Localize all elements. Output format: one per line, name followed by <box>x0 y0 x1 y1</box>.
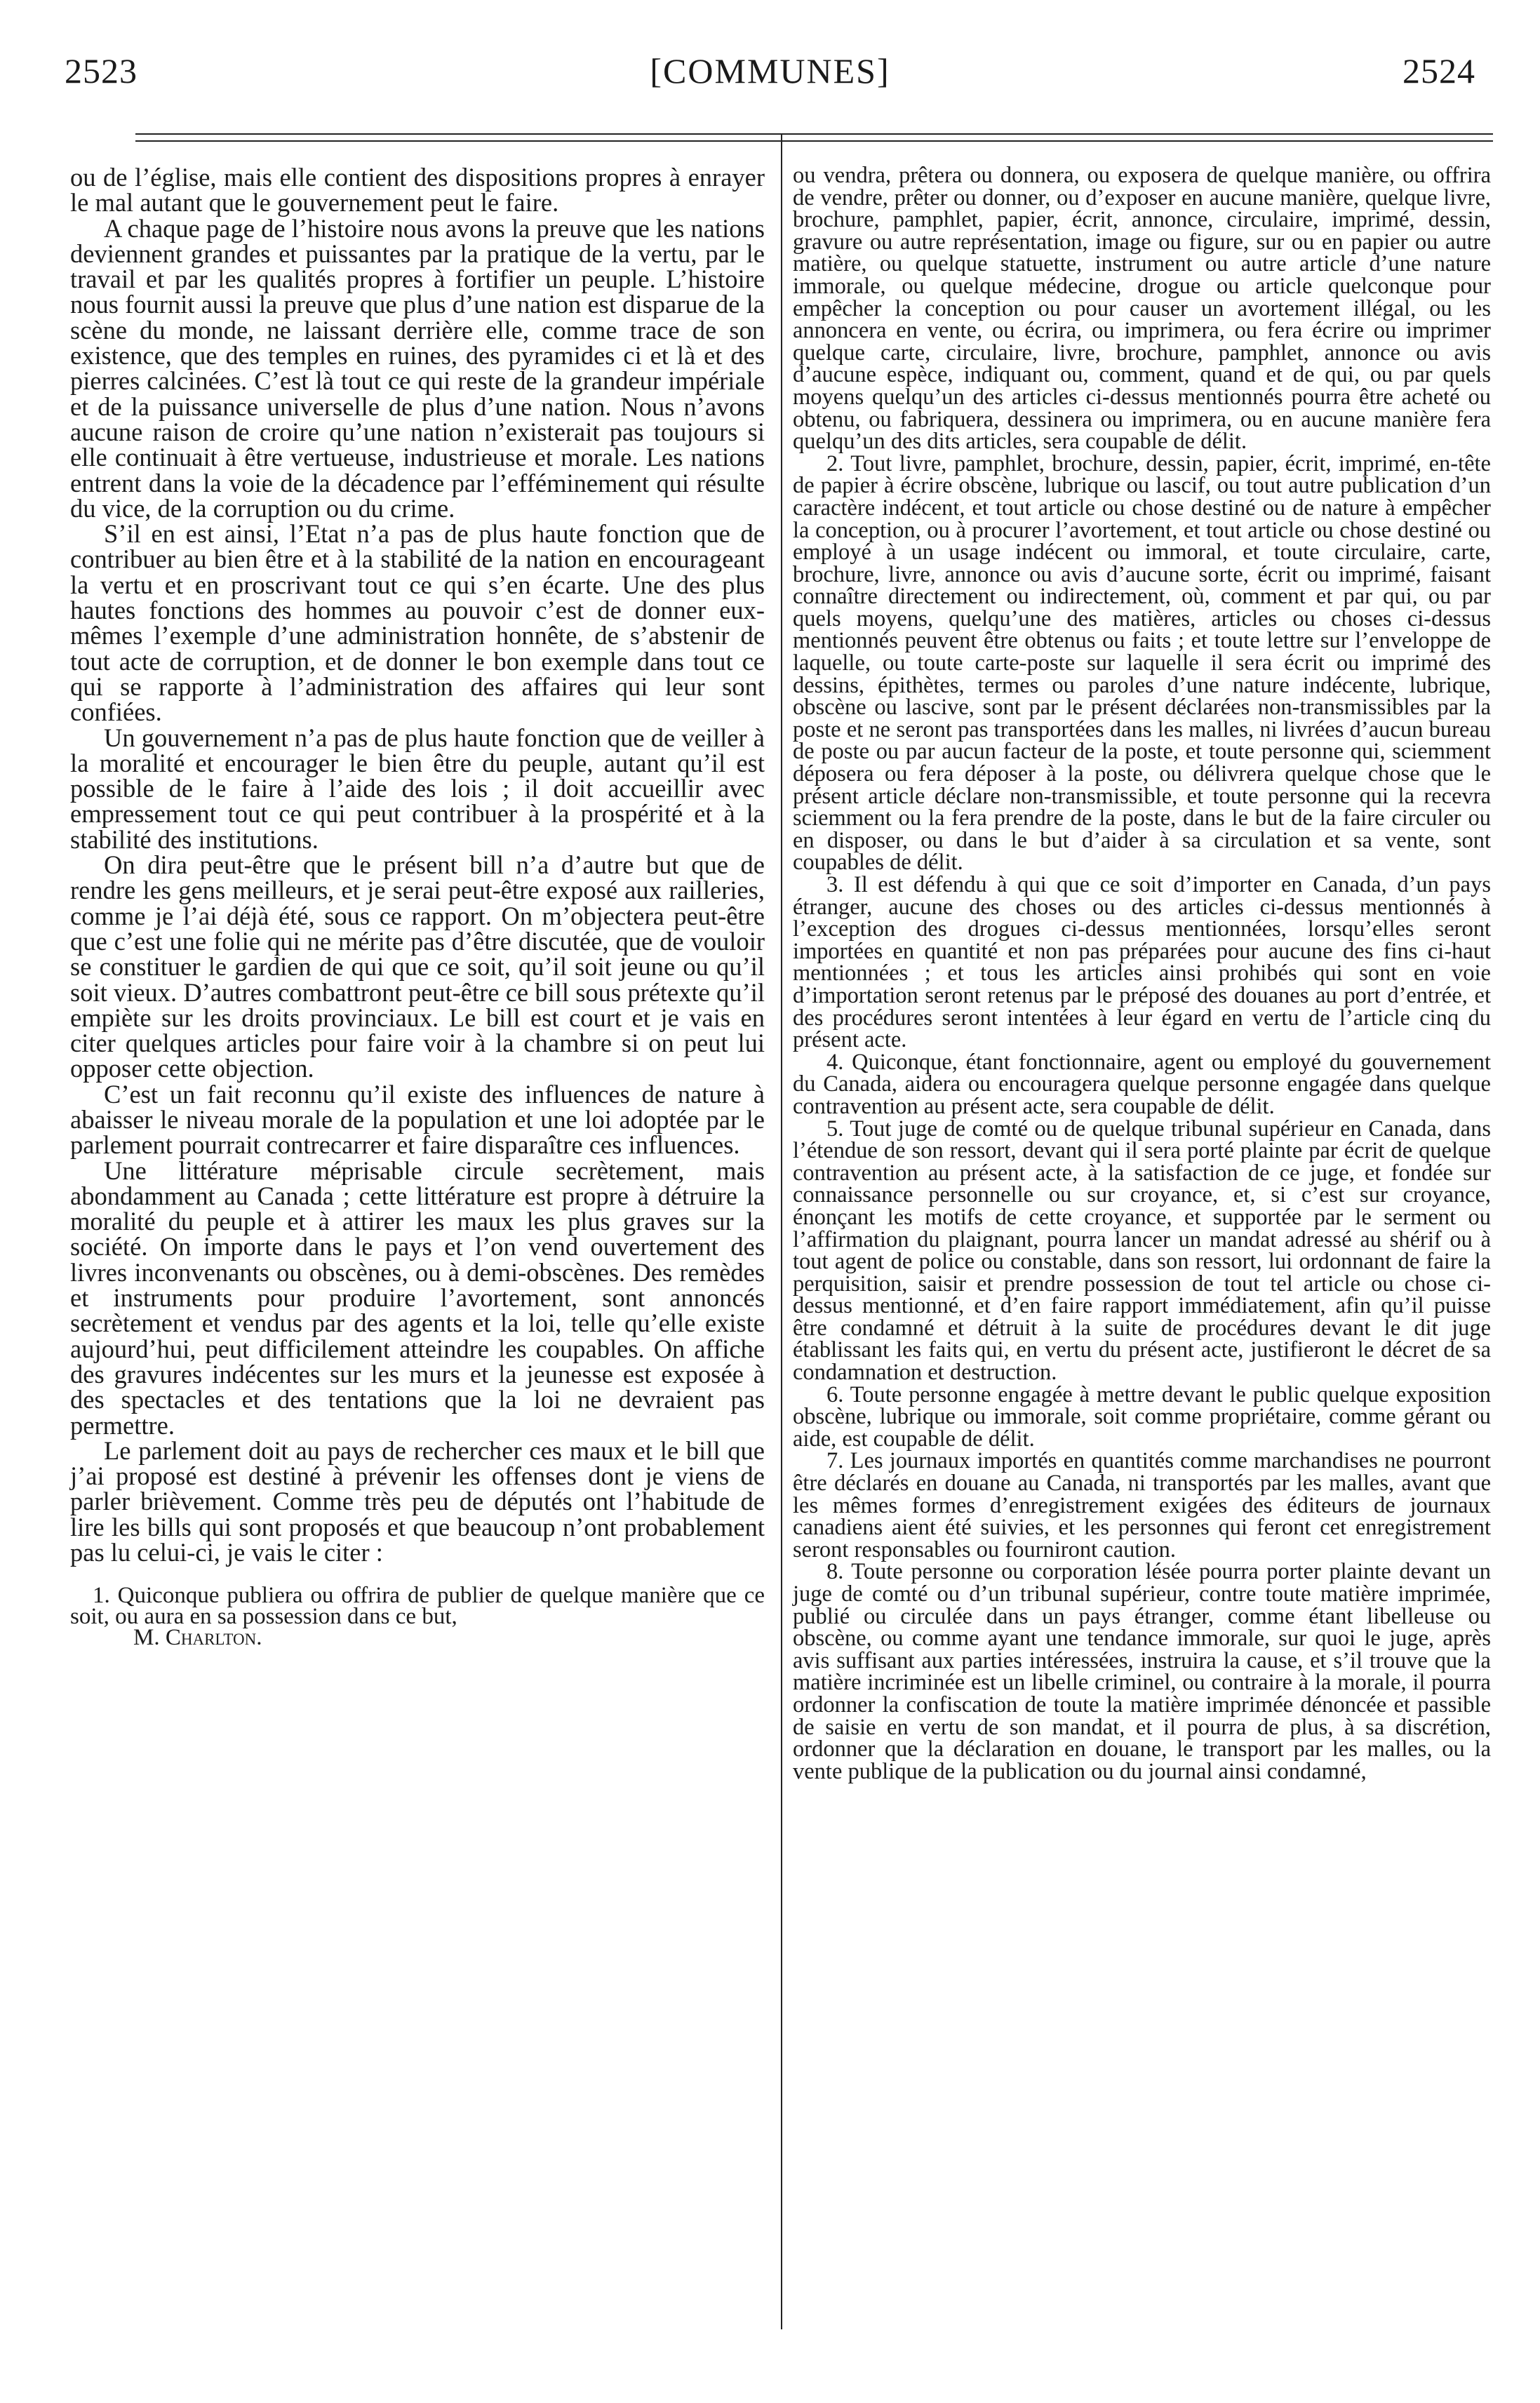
paragraph: Un gouvernement n’a pas de plus haute fonction que de veiller à la moralité et encourager le bien être du peuple, autant qu’il est possible de le faire à l’aide des lois ; il doit accueillir avec empressement tout ce qui peut contribuer à la prospérité et à la stabilité des institutions. <box>70 723 765 854</box>
header-rule-top <box>135 133 1493 135</box>
paragraph: ou de l’église, mais elle contient des dispositions propres à enrayer le mal autant que le gouvernement peut le faire. <box>70 163 765 217</box>
bill-article: 4. Quiconque, étant fonctionnaire, agent ou employé du gouvernement du Canada, aidera ou encouragera quelque personne engagée dans quelque contravention au présent acte, sera coupable de délit. <box>793 1049 1491 1119</box>
page-header <box>65 51 1475 107</box>
bill-article: 2. Tout livre, pamphlet, brochure, dessin, papier, écrit, imprimé, en-tête de papier à écrire obscène, lubrique ou lascif, ou tout autre publication d’un caractère indécent, et tout article ou chose destiné ou de nature à empêcher la conception, ou à procurer l’avortement, et tout article ou chose destiné ou employé à un usage indécent ou immoral, et toute circulaire, carte, brochure, livre, annonce ou avis d’aucune sorte, écrit ou imprimé, faisant connaître directement ou indirectement, où, comment et par qui, ou par quels moyens, quelqu’une des matières, articles ou choses ci-dessus mentionnés peuvent être obtenus ou faits ; et toute lettre sur l’enveloppe de laquelle, ou toute carte-poste sur laquelle il sera écrit ou imprimé des dessins, épithètes, termes ou paroles d’une nature indécente, lubrique, obscène ou lascive, sont par le présent déclarées non-transmissibles par la poste et ne seront pas transportées dans les malles, ni livrées d’aucun bureau de poste ou par aucun facteur de la poste, et toute personne qui, sciemment déposera ou fera déposer à la poste, ou délivrera quelque chose que le présent article déclare non-transmissible, et toute personne qui la recevra sciemment ou la fera prendre de la poste, dans le but de la faire circuler ou en disposer, ou dans le but d’aider à sa circulation et sa vente, sont coupables de délit. <box>793 450 1491 876</box>
paragraph: Une littérature méprisable circule secrètement, mais abondamment au Canada ; cette littérature est propre à détruire la moralité du peuple et à attirer les maux les plus graves sur la société. On importe dans le pays et l’on vend ouvertement des livres inconvenants ou obscènes, ou à demi-obscènes. Des remèdes et instruments pour produire l’avortement, sont annoncés secrètement et vendus par des agents et la loi, telle qu’elle existe aujourd’hui, peut difficilement atteindre les coupables. On affiche des gravures indécentes sur les murs et la jeunesse est exposée à des spectacles et des tentations que la loi ne devraient pas permettre. <box>70 1156 765 1440</box>
bill-article: ou vendra, prêtera ou donnera, ou exposera de quelque manière, ou offrira de vendre, prêter ou donner, ou d’exposer en aucune manière, quelque livre, brochure, pamphlet, papier, écrit, annonce, circulaire, imprimé, dessin, gravure ou autre représentation, image ou figure, sur ou en papier ou autre matière, ou quelque statuette, instrument ou autre article d’une nature immorale, ou quelque médecine, drogue ou article quelconque pour empêcher la conception ou pour causer un avortement illégal, ou les annoncera en vente, ou écrira, ou imprimera, ou fera écrire ou imprimer quelque carte, circulaire, livre, brochure, pamphlet, annonce ou avis d’aucune espèce, indiquant ou, comment, quand et de qui, ou par quels moyens quelqu’un des articles ci-dessus mentionnés pourra être acheté ou obtenu, ou fabriquera, dessinera ou imprimera, ou en aucune manière fera quelqu’un des dits articles, sera coupable de délit. <box>793 163 1491 455</box>
bill-article: 8. Toute personne ou corporation lésée pourra porter plainte devant un juge de comté ou d’un tribunal supérieur, contre toute matière imprimée, publié ou circulée dans un pays étranger, comme étant libelleuse ou obscène, ou comme ayant une tendance immorale, sur quoi le juge, après avis suffisant aux parties intéressées, instruira la cause, et s’il trouve que la matière incriminée est un libelle criminel, ou contraire à la morale, il pourra ordonner la confiscation de toute la matière imprimée dénoncée et passible de saisie en vertu de son mandat, et il pourra de plus, à sa discrétion, ordonner que la déclaration en douane, le transport par les malles, ou la vente publique de la publication ou du journal ainsi condamné, <box>793 1559 1491 1784</box>
right-column <box>793 165 1491 1783</box>
header-rule-bottom <box>135 140 1493 142</box>
paragraph: S’il en est ainsi, l’Etat n’a pas de plus haute fonction que de contribuer au bien être et à la stabilité de la nation en encourageant la vertu et en proscrivant tout ce qui s’en écarte. Une des plus hautes fonctions des hommes au pouvoir c’est de donner eux-mêmes l’exemple d’une administration honnête, de s’abstenir de tout acte de corruption, et de donner le bon exemple dans tout ce qui se rapporte à l’administration des affaires qui leur sont confiées. <box>70 519 765 727</box>
speaker-signature: M. Charlton. <box>133 1625 262 1651</box>
bill-article: 6. Toute personne engagée à mettre devant le public quelque exposition obscène, lubrique ou immorale, soit comme propriétaire, comme gérant ou aide, est coupable de délit. <box>793 1381 1491 1452</box>
bill-quote: 1. Quiconque publiera ou offrira de publier de quelque manière que ce soit, ou aura en sa possession dans ce but, <box>70 1583 765 1630</box>
paragraph: A chaque page de l’histoire nous avons la preuve que les nations deviennent grandes et puissantes par la pratique de la vertu, par le travail et par les qualités propres à fortifier un peuple. L’histoire nous fournit aussi la preuve que plus d’une nation est disparue de la scène du monde, ne laissant derrière elle, comme trace de son existence, que des temples en ruines, des pyramides ci et là et des pierres calcinées. C’est là tout ce qui reste de la grandeur impériale et de la puissance universelle de plus d’une nation. Nous n’avons aucune raison de croire qu’une nation n’existerait pas toujours si elle continuait à être vertueuse, industrieuse et morale. Les nations entrent dans la voie de la décadence par l’efféminement qui résulte du vice, de la corruption ou du crime. <box>70 213 765 523</box>
left-column <box>70 163 765 1651</box>
column-divider <box>781 133 782 2329</box>
bill-article: 7. Les journaux importés en quantités comme marchandises ne pourront être déclarés en douane au Canada, ni transportés par les malles, avant que les mêmes formes d’enregistrement exigées des éditeurs de journaux canadiens aient été suivies, et les personnes qui feront cet enregistrement seront responsables ou fourniront caution. <box>793 1448 1491 1562</box>
paragraph: C’est un fait reconnu qu’il existe des influences de nature à abaisser le niveau morale de la population et une loi adoptée par le parlement pourrait contrecarrer et faire disparaître ces influences. <box>70 1079 765 1160</box>
section-title: [COMMUNES] <box>650 51 890 91</box>
page-number-left: 2523 <box>65 51 138 91</box>
bill-article: 5. Tout juge de comté ou de quelque tribunal supérieur en Canada, dans l’étendue de son ressort, devant qui il sera porté plainte par écrit de quelque contravention au présent acte, à la satisfaction de ce juge, et fondée sur connaissance personnelle ou sur croyance, et, si c’est sur croyance, énonçant les motifs de cette croyance, et supportée par le serment ou l’affirmation du plaignant, pourra lancer un mandat adressé au shérif ou à tout agent de police ou constable, dans son ressort, lui ordonnant de faire la perquisition, saisir et prendre possession de tout tel article ou chose ci-dessus mentionné, et d’en faire rapport immédiatement, afin qu’il puisse être condamné et détruit à la suite de procédures devant le dit juge établissant les faits qui, en vertu du présent acte, justifieront le décret de sa condamnation et destruction. <box>793 1116 1491 1386</box>
paragraph: Le parlement doit au pays de rechercher ces maux et le bill que j’ai proposé est destiné à prévenir les offenses dont je viens de parler brièvement. Comme très peu de députés ont l’habitude de lire les bills qui sont proposés et que beaucoup n’ont probablement pas lu celui-ci, je vais le citer : <box>70 1435 765 1567</box>
page-number-right: 2524 <box>1402 51 1475 91</box>
bill-article: 3. Il est défendu à qui que ce soit d’importer en Canada, d’un pays étranger, aucune des choses ou des articles ci-dessus mentionnés à l’exception des drogues ci-dessus mentionnées, lorsqu’elles seront importées en quantité et non pas préparées pour aucune des fins ci-haut mentionnées ; et tous les articles ainsi prohibés qui sont en voie d’importation seront retenus par le préposé des douanes au port d’entrée, et des procédures seront intentées à leur égard en vertu de l’article cinq du présent acte. <box>793 872 1491 1053</box>
paragraph: On dira peut-être que le présent bill n’a d’autre but que de rendre les gens meilleurs, et je serai peut-être exposé aux railleries, comme je l’ai déjà été, sous ce rapport. On m’objectera peut-être que c’est une folie qui ne mérite pas d’être discutée, que de vouloir se constituer le gardien de qui que ce soit, qu’il soit jeune ou qu’il soit vieux. D’autres combattront peut-être ce bill sous prétexte qu’il empiète sur les droits provinciaux. Le bill est court et je vais en citer quelques articles pour faire voir à la chambre si on peut lui opposer cette objection. <box>70 850 765 1083</box>
